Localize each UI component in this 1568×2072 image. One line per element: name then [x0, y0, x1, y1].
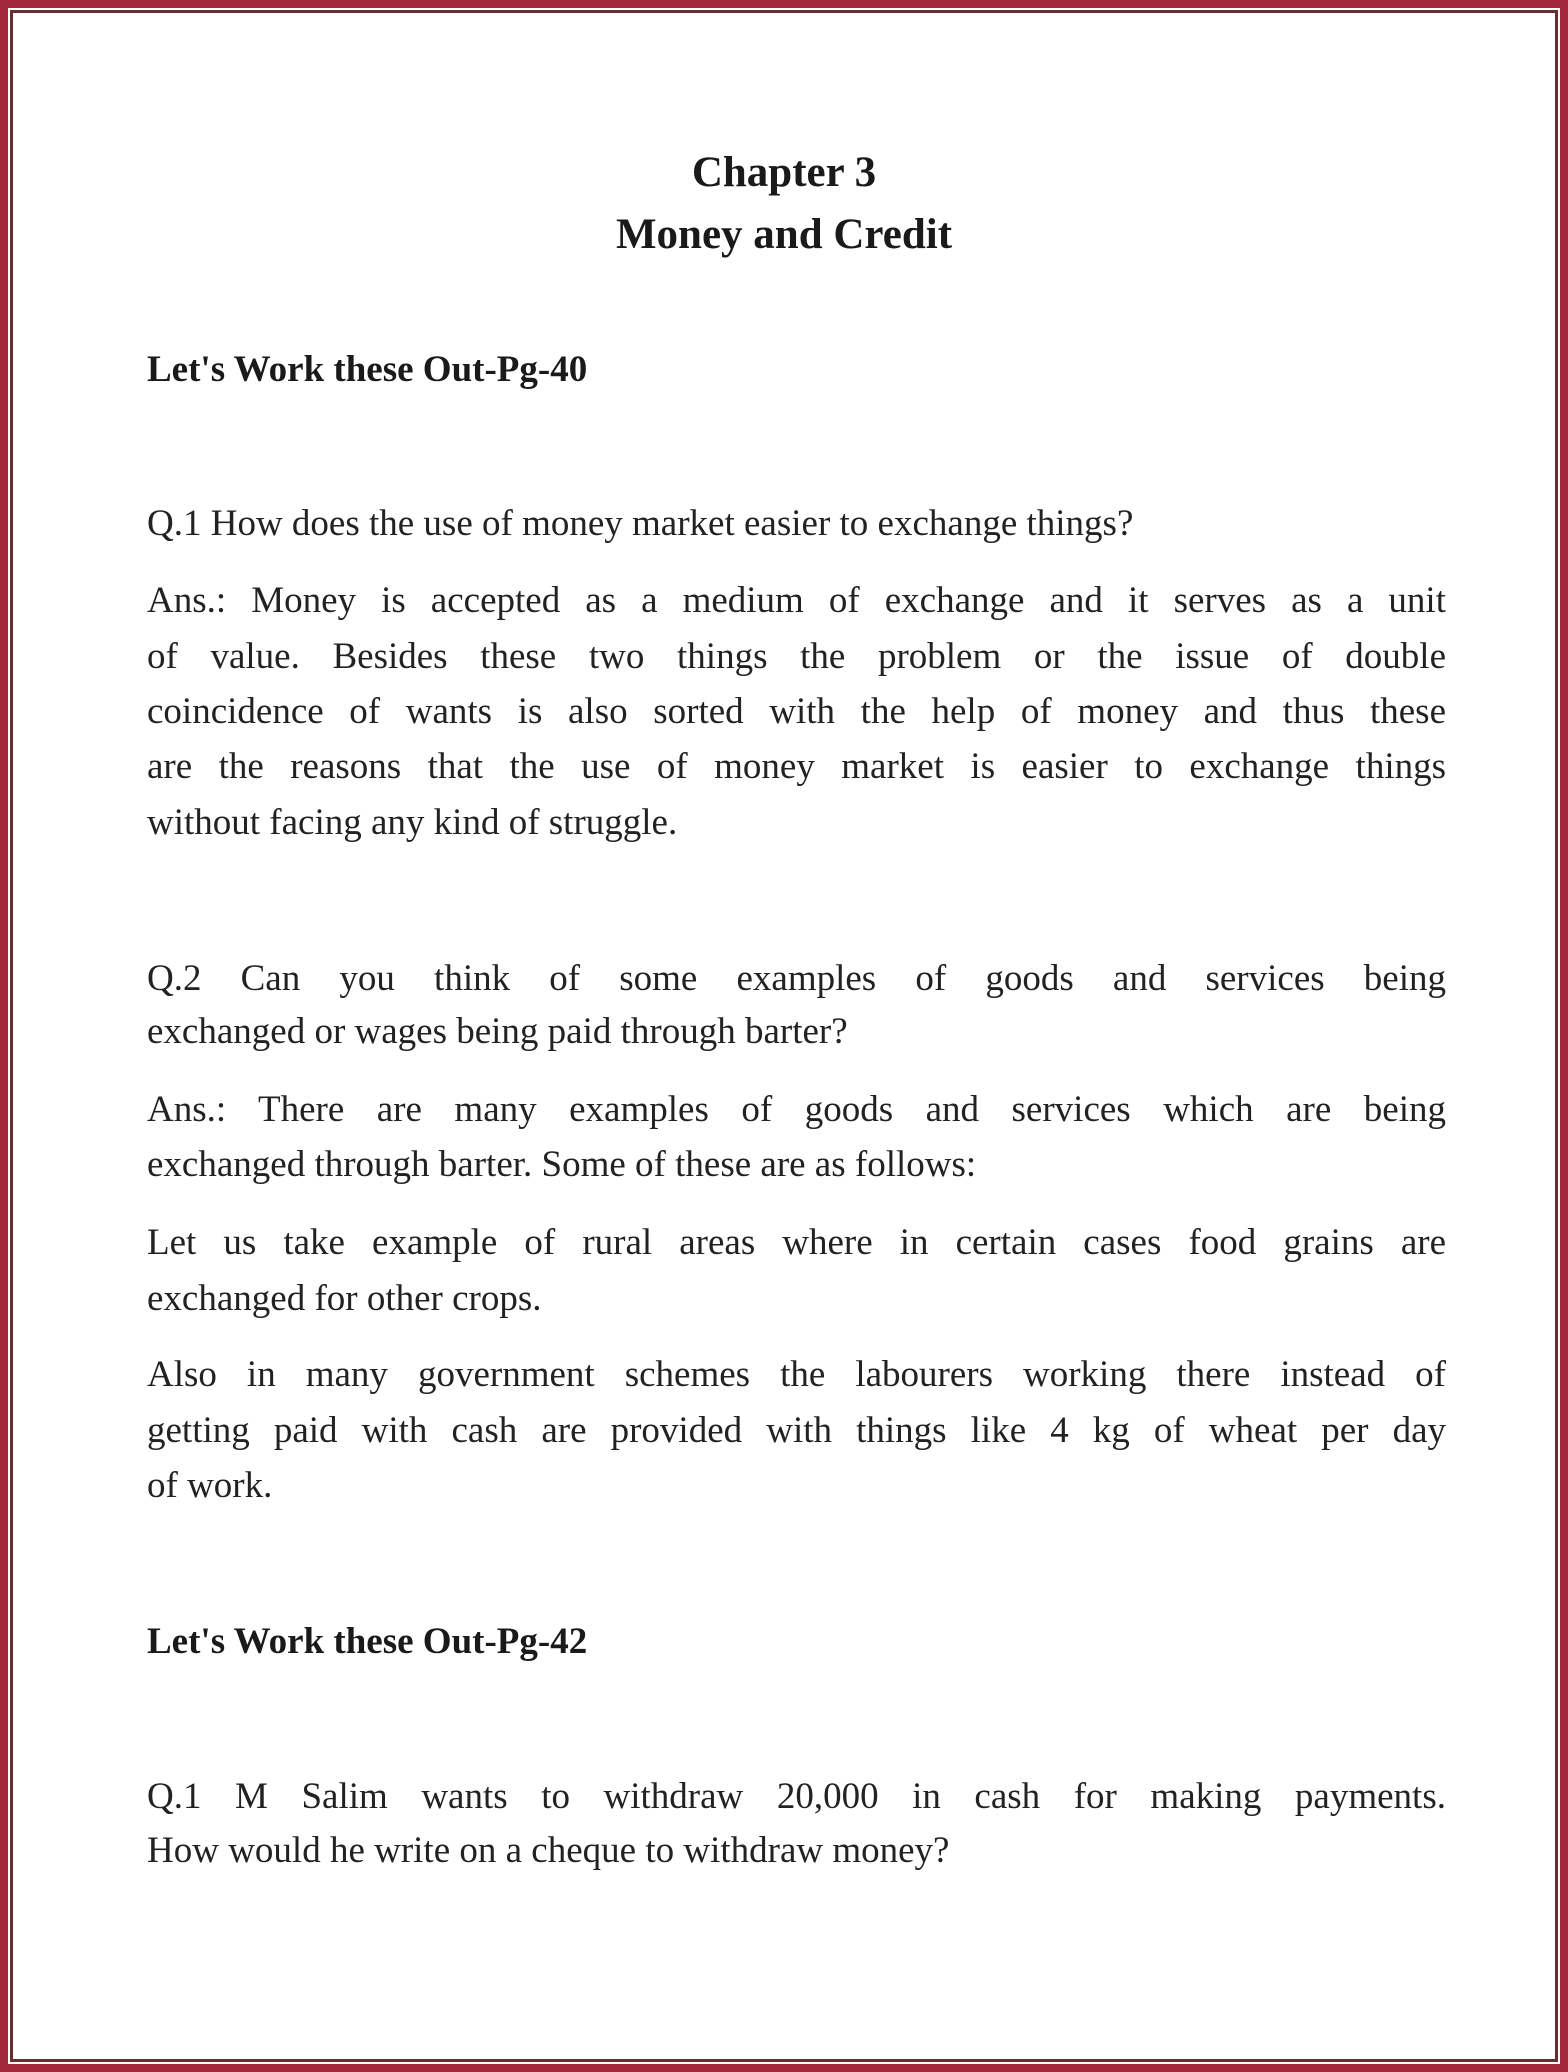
section-heading: Let's Work these Out-Pg-40 [147, 349, 588, 390]
question-text: How would he write on a cheque to withdraw money? [147, 1830, 950, 1871]
question-text: Q.1 M Salim wants to withdraw 20,000 in cash for making payments. [147, 1776, 1446, 1817]
answer-line: exchanged through barter. Some of these are as follows: [147, 1144, 977, 1185]
answer-line: of work. [147, 1465, 273, 1506]
answer-line: of value. Besides these two things the problem or the issue of double [147, 636, 1446, 677]
document-page [10, 10, 1558, 2062]
page-border [8, 8, 1560, 2064]
answer-line: Ans.: Money is accepted as a medium of exchange and it serves as a unit [147, 580, 1446, 621]
chapter-title: Money and Credit [615, 211, 953, 258]
answer-line: Also in many government schemes the labourers working there instead of [147, 1354, 1446, 1395]
answer-line: without facing any kind of struggle. [147, 802, 678, 843]
chapter-number: Chapter 3 [691, 149, 877, 196]
answer-line: Ans.: There are many examples of goods and services which are being [147, 1089, 1446, 1130]
question-text: Q.2 Can you think of some examples of goods and services being [147, 958, 1446, 999]
question-text: exchanged or wages being paid through barter? [147, 1011, 848, 1052]
answer-line: getting paid with cash are provided with things like 4 kg of wheat per day [147, 1410, 1446, 1451]
answer-line: exchanged for other crops. [147, 1278, 542, 1319]
answer-line: are the reasons that the use of money market is easier to exchange things [147, 746, 1446, 787]
question-text: Q.1 How does the use of money market easier to exchange things? [147, 503, 1134, 544]
answer-line: Let us take example of rural areas where in certain cases food grains are [147, 1222, 1446, 1263]
section-heading: Let's Work these Out-Pg-42 [147, 1621, 588, 1662]
answer-line: coincidence of wants is also sorted with the help of money and thus these [147, 691, 1446, 732]
